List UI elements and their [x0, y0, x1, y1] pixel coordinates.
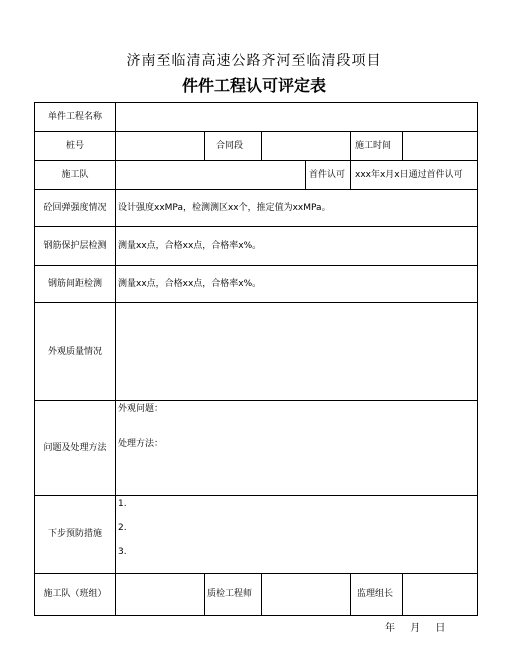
stake-number-label: 桩号 — [65, 141, 84, 151]
date-line — [385, 619, 457, 634]
prevention-item-2[interactable]: 2. — [118, 523, 127, 533]
rebar-spacing-test-label: 钢筋间距检测 — [47, 279, 102, 289]
handling-method-text[interactable]: 处理方法： — [118, 439, 164, 449]
concrete-rebound-strength-value[interactable]: 设计强度xxMPa，检测测区xx个，推定值为xxMPa。 — [118, 203, 331, 213]
appearance-problems-text[interactable]: 外观问题： — [118, 404, 164, 414]
year-label: 年 — [385, 623, 395, 634]
form-title: 件件工程认可评定表 — [181, 76, 326, 95]
first-piece-approval-value[interactable]: xxx年x月x日通过首件认可 — [355, 170, 463, 180]
rebar-spacing-test-value[interactable]: 测量xx点，合格xx点，合格率x%。 — [118, 279, 262, 289]
construction-team-group-label: 施工队（班组） — [43, 589, 107, 599]
concrete-rebound-strength-label: 砼回弹强度情况 — [43, 203, 107, 213]
construction-team-label: 施工队 — [61, 170, 89, 180]
month-label: 月 — [410, 623, 421, 634]
supervisor-leader-label: 监理组长 — [357, 589, 394, 599]
prevention-item-1[interactable]: 1. — [118, 499, 127, 509]
construction-time-label: 施工时间 — [355, 141, 392, 151]
rebar-cover-test-value[interactable]: 测量xx点，合格xx点，合格率x%。 — [118, 241, 262, 251]
problems-and-handling-label: 问题及处理方法 — [43, 443, 107, 453]
first-piece-approval-label: 首件认可 — [309, 170, 346, 180]
next-prevention-measures-label: 下步预防措施 — [47, 529, 102, 539]
quality-inspector-label: 质检工程师 — [207, 589, 253, 599]
appearance-quality-field[interactable] — [118, 310, 474, 395]
prevention-item-3[interactable]: 3. — [118, 547, 127, 557]
unit-project-name-label: 单件工程名称 — [47, 112, 102, 122]
contract-section-label: 合同段 — [216, 141, 244, 151]
project-title: 济南至临清高速公路齐河至临清段项目 — [126, 53, 382, 69]
appearance-quality-label: 外观质量情况 — [47, 347, 102, 357]
day-label: 日 — [435, 623, 446, 634]
rebar-cover-test-label: 钢筋保护层检测 — [43, 241, 107, 251]
